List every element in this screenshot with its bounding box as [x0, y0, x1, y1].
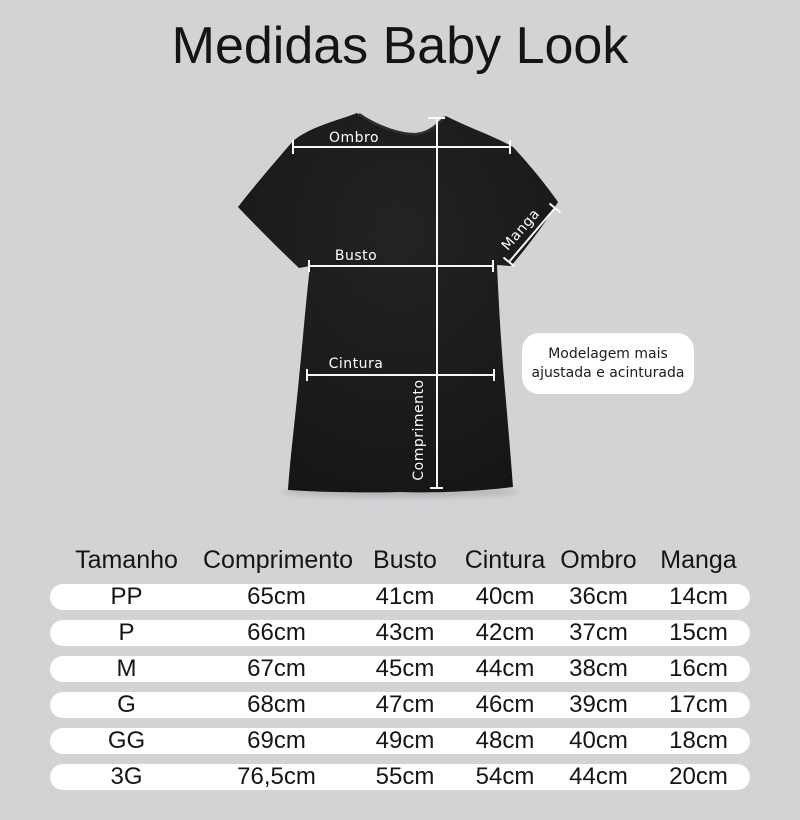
size-table-body: [50, 584, 750, 790]
size-cell: G: [117, 691, 136, 718]
value-cell: 55cm: [375, 763, 435, 790]
value-cell: 54cm: [475, 763, 535, 790]
table-row-p: [50, 620, 750, 646]
size-cell: M: [116, 655, 137, 682]
column-header-ombro: Ombro: [560, 545, 637, 574]
fit-note: [522, 333, 694, 394]
value-cell: 14cm: [669, 583, 728, 610]
value-cell: 46cm: [475, 691, 535, 718]
value-cell: 67cm: [247, 655, 306, 682]
value-cell: 36cm: [569, 583, 628, 610]
value-cell: 42cm: [475, 619, 535, 646]
fit-note-line1: Modelagem mais: [548, 345, 668, 362]
size-cell: GG: [107, 727, 146, 754]
size-table: [50, 543, 750, 800]
size-cell: 3G: [110, 763, 143, 790]
value-cell: 18cm: [669, 727, 728, 754]
value-cell: 38cm: [569, 655, 628, 682]
column-header-tamanho: Tamanho: [75, 545, 178, 574]
value-cell: 15cm: [669, 619, 728, 646]
table-row-g: [50, 692, 750, 718]
value-cell: 41cm: [375, 583, 435, 610]
value-cell: 49cm: [375, 727, 435, 754]
value-cell: 76,5cm: [237, 763, 316, 790]
page-title: Medidas Baby Look: [171, 17, 629, 75]
shirt-silhouette: [238, 113, 558, 492]
comprimento-label: Comprimento: [411, 379, 427, 481]
fit-note-line2: ajustada e acinturada: [531, 364, 685, 381]
column-header-busto: Busto: [373, 545, 437, 574]
value-cell: 40cm: [569, 727, 628, 754]
value-cell: 40cm: [475, 583, 535, 610]
table-row-pp: [50, 584, 750, 610]
size-cell: P: [118, 619, 135, 646]
value-cell: 44cm: [475, 655, 535, 682]
busto-label: Busto: [334, 248, 378, 264]
value-cell: 68cm: [247, 691, 306, 718]
value-cell: 45cm: [375, 655, 435, 682]
ombro-label: Ombro: [328, 130, 380, 146]
value-cell: 47cm: [375, 691, 435, 718]
size-table-header: [50, 543, 750, 577]
cintura-label: Cintura: [328, 356, 384, 372]
value-cell: 39cm: [569, 691, 628, 718]
table-row-3g: [50, 764, 750, 790]
value-cell: 17cm: [669, 691, 728, 718]
column-header-comprimento: Comprimento: [203, 545, 354, 574]
manga-label: Manga: [498, 206, 544, 254]
table-row-m: [50, 656, 750, 682]
value-cell: 69cm: [247, 727, 306, 754]
value-cell: 16cm: [669, 655, 728, 682]
value-cell: 66cm: [247, 619, 306, 646]
size-cell: PP: [110, 583, 143, 610]
column-header-manga: Manga: [660, 545, 737, 574]
value-cell: 48cm: [475, 727, 535, 754]
column-header-cintura: Cintura: [464, 545, 546, 574]
table-row-gg: [50, 728, 750, 754]
value-cell: 20cm: [669, 763, 728, 790]
value-cell: 37cm: [569, 619, 628, 646]
value-cell: 43cm: [375, 619, 435, 646]
value-cell: 65cm: [247, 583, 306, 610]
value-cell: 44cm: [569, 763, 628, 790]
